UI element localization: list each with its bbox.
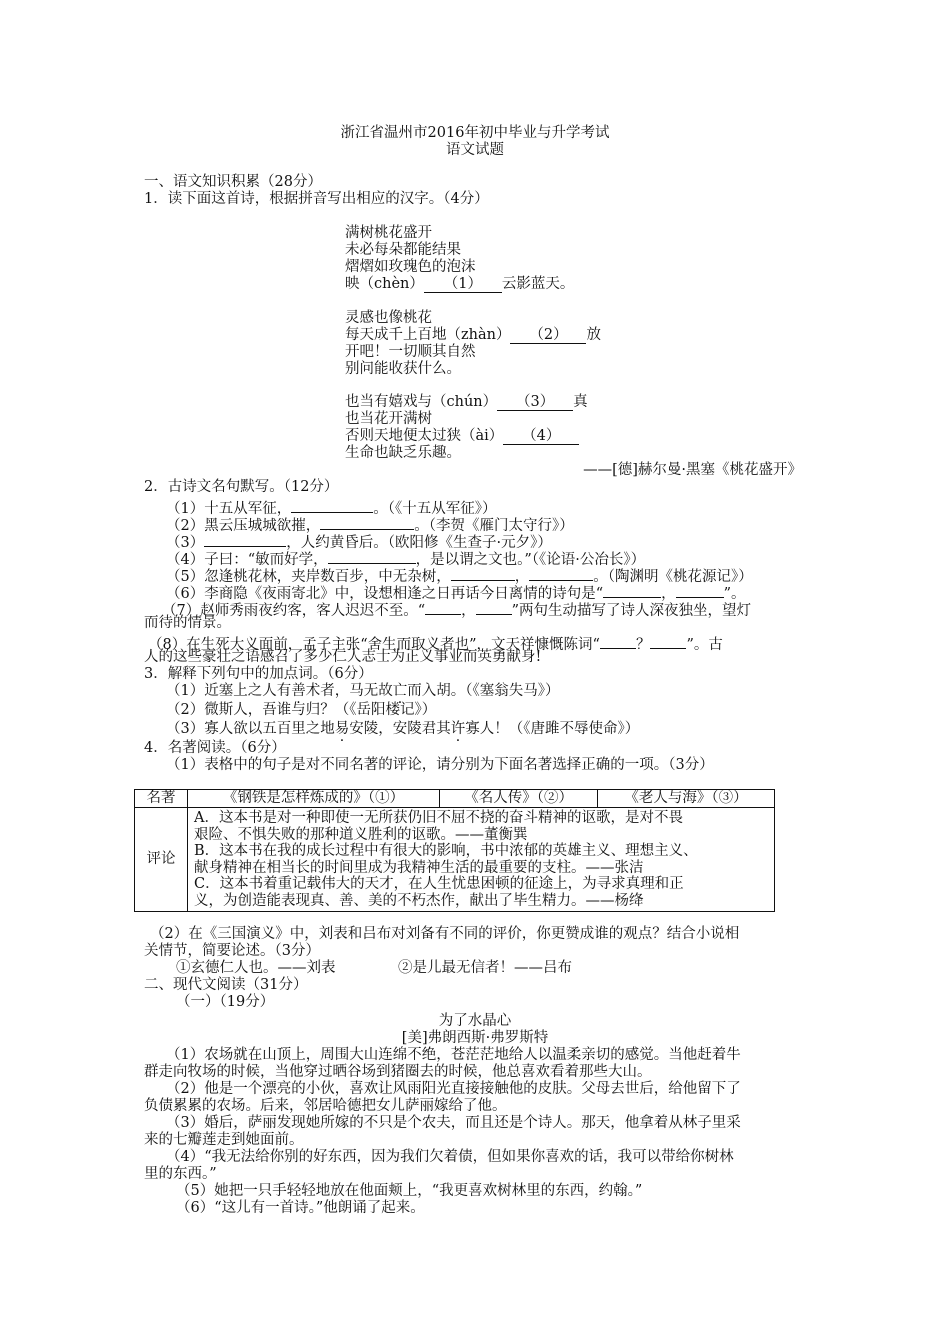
comment-line: 艰险、不惧失败的那种道义胜利的讴歌。——董衡巽 — [194, 826, 528, 843]
article-paragraph: 群走向牧场的时候，当他穿过晒谷场到猪圈去的时候，他总喜欢看着那些大山。 — [144, 1064, 652, 1080]
q3-item-3 — [166, 721, 639, 738]
answer-blank-1[interactable]: （1） — [424, 276, 502, 293]
article-paragraph: （6）“这儿有一首诗。”他朗诵了起来。 — [176, 1200, 425, 1216]
item-text: ， — [661, 586, 676, 602]
item-text: 。（李贺《雁门太守行》） — [414, 518, 574, 534]
poem-line — [345, 428, 579, 445]
comment-line: C．这本书着重记载伟大的天才，在人生忧患困顿的征途上，为寻求真理和正 — [194, 876, 684, 892]
q4-option-1: ①玄德仁人也。——刘表 — [176, 960, 336, 976]
item-text: 斯人，吾谁与归？（《岳阳楼记》） — [218, 702, 437, 718]
answer-blank[interactable] — [425, 598, 461, 615]
table-row — [135, 808, 775, 912]
comment-line: A．这本书是对一种即使一无所获仍旧不屈不挠的奋斗精神的讴歌，是对不畏 — [194, 810, 683, 826]
comment-line: 义，为创造能表现真、善、美的不朽杰作，献出了毕生精力。——杨绛 — [194, 892, 644, 909]
dotted-word: 微 — [204, 702, 219, 718]
poem-source: ——[德]赫尔曼·黑塞《桃花盛开》 — [583, 462, 802, 478]
answer-blank[interactable] — [320, 513, 414, 530]
article-paragraph: 来的七瓣莲走到她面前。 — [144, 1132, 304, 1148]
dotted-word: 亡 — [392, 683, 408, 699]
exam-subtitle: 语文试题 — [446, 142, 504, 158]
item-text: ， — [461, 603, 476, 619]
answer-blank[interactable] — [650, 632, 686, 649]
comment-line: B．这本书在我的成长过程中有很大的影响，书中浓郁的英雄主义、理想主义、 — [194, 843, 698, 859]
dotted-word: 善 — [291, 683, 306, 699]
table-cell-work: 《钢铁是怎样炼成的》（①） — [188, 790, 440, 808]
answer-blank[interactable] — [204, 530, 286, 547]
answer-blank-2[interactable]: （2） — [510, 327, 586, 344]
poem-text: 映（chèn） — [345, 276, 424, 292]
poem-line: 也当花开满树 — [345, 411, 432, 427]
q3-item-2 — [166, 702, 436, 719]
item-text: （1）十五从军征， — [166, 501, 292, 517]
item-text: 安陵，安陵君其 — [349, 721, 451, 737]
item-text: 。（陶渊明《桃花源记》） — [593, 569, 753, 585]
item-text: （4）子曰：“敏而好学， — [166, 552, 328, 568]
item-text: ，人约黄昏后。（欧阳修《生查子·元夕》） — [286, 535, 552, 551]
answer-blank-3[interactable]: （3） — [497, 394, 573, 411]
poem-text: 也当有嬉戏与（chún） — [345, 394, 498, 410]
answer-blank[interactable] — [328, 547, 416, 564]
item-text: （2） — [166, 702, 205, 718]
item-text: （3）寡人欲以五百里之地 — [166, 721, 335, 737]
item-text: ”两句生动描写了诗人深夜独坐，望灯 — [511, 603, 752, 619]
article-paragraph: （3）婚后，萨丽发现她所嫁的不只是个农夫，而且还是个诗人。那天，他拿着从林子里采 — [166, 1115, 741, 1131]
item-text: （3） — [166, 535, 205, 551]
part1-heading: 一、语文知识积累（28分） — [144, 174, 322, 190]
item-text: 术者，马无故 — [305, 683, 393, 699]
q2-stem: 2．古诗文名句默写。（12分） — [144, 479, 339, 495]
table-header-comments: 评论 — [135, 808, 188, 912]
q3-item-1 — [166, 683, 559, 700]
q3-stem: 3．解释下列句中的加点词。（6分） — [144, 666, 373, 682]
item-text: （6）李商隐《夜雨寄北》中，设想相逢之日再话今日离情的诗句是“ — [166, 586, 604, 602]
table-cell-comments — [188, 808, 775, 912]
article-paragraph: 里的东西。” — [144, 1166, 217, 1182]
poem-line — [345, 394, 588, 411]
table-cell-work: 《名人传》（②） — [440, 790, 598, 808]
poem-line: 生命也缺乏乐趣。 — [345, 445, 461, 461]
item-text: （7）赵师秀雨夜约客，客人迟迟不至。“ — [162, 603, 426, 619]
q1-stem: 1．读下面这首诗，根据拼音写出相应的汉字。（4分） — [144, 191, 489, 207]
answer-blank[interactable] — [676, 581, 724, 598]
article-paragraph: （4）“我无法给你别的好东西，因为我们欠着债，但如果你喜欢的话，我可以带给你树林 — [166, 1149, 734, 1165]
exam-title: 浙江省温州市2016年初中毕业与升学考试 — [340, 125, 610, 141]
answer-blank[interactable] — [291, 496, 373, 513]
item-text: 而入胡。（《塞翁失马》） — [407, 683, 560, 699]
article-paragraph: （1）农场就在山顶上，周围大山连绵不绝，苍茫茫地给人以温柔亲切的感觉。当他赶着牛 — [166, 1047, 741, 1063]
item-text: 寡人！（《唐雎不辱使命》） — [465, 721, 640, 737]
answer-blank[interactable] — [603, 581, 661, 598]
answer-blank[interactable] — [529, 564, 593, 581]
q4-sub2-line: 关情节，简要论述。（3分） — [144, 943, 320, 959]
works-table — [134, 789, 775, 912]
item-text: （8）在生死大义面前，孟子主张“舍生而取义者也”，文天祥慷慨陈词“ — [148, 637, 600, 653]
item-text: （2）黑云压城城欲摧， — [166, 518, 321, 534]
part2-heading: 二、现代文阅读（31分） — [144, 977, 308, 993]
poem-line: 熠熠如玫瑰色的泡沫 — [345, 259, 476, 275]
item-text: （5）忽逢桃花林，夹岸数百步，中无杂树， — [166, 569, 451, 585]
item-text: ”。古 — [686, 637, 723, 653]
dotted-word: 许 — [450, 721, 466, 737]
q4-sub1: （1）表格中的句子是对不同名著的评论，请分别为下面名著选择正确的一项。（3分） — [166, 757, 714, 773]
item-text: ，是以谓之文也。”（《论语·公冶长》） — [415, 552, 646, 568]
poem-line: 未必每朵都能结果 — [345, 242, 461, 258]
item-text: 。（《十五从军征》） — [373, 501, 497, 517]
part2-section: （一）（19分） — [176, 994, 275, 1010]
answer-blank[interactable] — [451, 564, 515, 581]
answer-blank-4[interactable]: （4） — [503, 428, 579, 445]
poem-text: 每天成千上百地（zhàn） — [345, 327, 511, 343]
item-text: （1）近塞上之人有 — [166, 683, 292, 699]
item-text: ？ — [635, 637, 651, 653]
poem-line — [345, 327, 601, 344]
article-paragraph: （5）她把一只手轻轻地放在他面颊上，“我更喜欢树林里的东西，约翰。” — [176, 1183, 643, 1199]
poem-line: 别问能收获什么。 — [345, 361, 461, 377]
comment-line: 献身精神在相当长的时间里成为我精神生活的最重要的支柱。——张洁 — [194, 859, 644, 876]
poem-line: 开吧！一切顺其自然 — [345, 344, 476, 360]
poem-line: 满树桃花盛开 — [345, 225, 432, 241]
q2-item-8-cont: 人的这些豪壮之语感召了多少仁人志士为正义事业而英勇献身! — [144, 649, 542, 665]
answer-blank[interactable] — [600, 632, 636, 649]
item-text: ”。 — [723, 586, 746, 602]
q4-stem: 4．名著阅读。（6分） — [144, 740, 286, 756]
poem-text: 放 — [586, 327, 601, 343]
poem-line: 灵感也像桃花 — [345, 310, 432, 326]
item-text: ， — [514, 569, 530, 585]
poem-text: 否则天地便太过狭（ài） — [345, 428, 504, 444]
article-title: 为了水晶心 — [438, 1013, 512, 1029]
q4-option-2: ②是儿最无信者！——吕布 — [398, 960, 572, 976]
poem-line — [345, 276, 574, 293]
q2-item-7-cont: 而待的情景。 — [144, 615, 231, 631]
q2-item-7 — [162, 598, 751, 620]
article-paragraph: 负债累累的农场。后来，邻居哈德把女儿萨丽嫁给了他。 — [144, 1098, 507, 1114]
table-cell-work: 《老人与海》（③） — [598, 790, 775, 808]
q4-sub2-line: （2）在《三国演义》中，刘表和吕布对刘备有不同的评价，你更赞成谁的观点？结合小说相 — [150, 926, 740, 942]
article-author: [美]弗朗西斯·弗罗斯特 — [401, 1030, 549, 1046]
poem-text: 真 — [573, 394, 588, 410]
dotted-word: 易 — [334, 721, 350, 737]
table-row — [135, 790, 775, 808]
table-header-works: 名著 — [135, 790, 188, 808]
answer-blank[interactable] — [476, 598, 512, 615]
poem-text: 云影蓝天。 — [501, 276, 575, 292]
article-paragraph: （2）他是一个漂亮的小伙，喜欢让风雨阳光直接接触他的皮肤。父母去世后，给他留下了 — [166, 1081, 741, 1097]
